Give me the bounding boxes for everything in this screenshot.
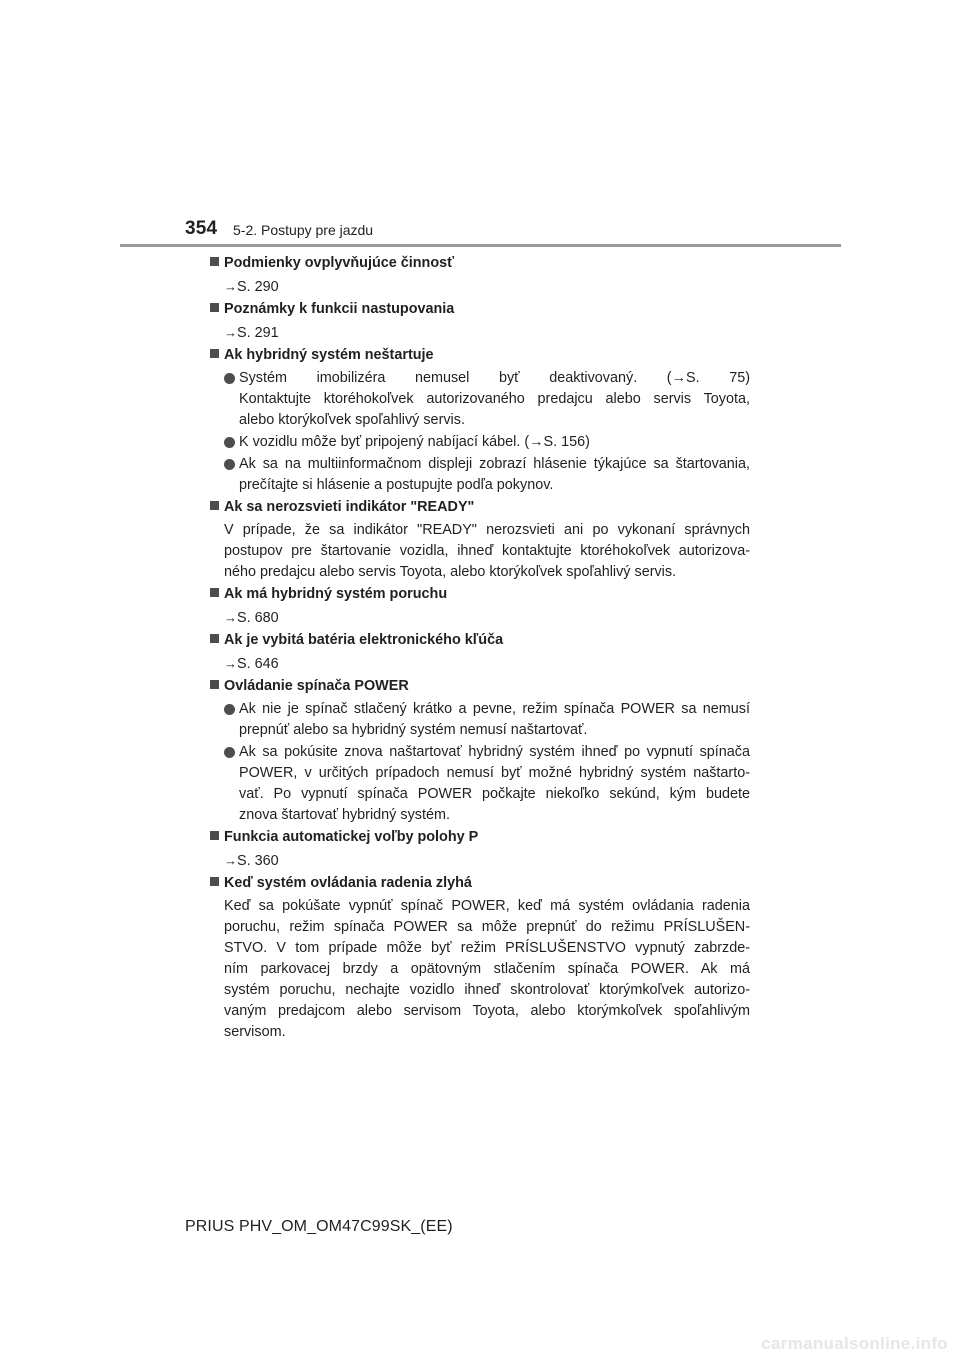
arrow-right-icon: →	[224, 656, 237, 671]
square-bullet-icon	[210, 501, 219, 510]
bullet-item	[210, 699, 750, 741]
bullet-text	[239, 742, 750, 826]
section-heading-text: Ak sa nerozsvieti indikátor "READY"	[224, 499, 475, 515]
bullet-text	[239, 432, 750, 453]
section-heading-text: Ak je vybitá batéria elektronického kľúča	[224, 632, 504, 648]
paragraph	[210, 896, 750, 1043]
text-line: K vozidlu môže byť pripojený nabíjací kábel. (→S. 156)	[239, 434, 590, 450]
section-heading	[210, 630, 750, 651]
page-reference	[210, 276, 750, 298]
section-heading	[210, 345, 750, 366]
text-line: Ak nie je spínač stlačený krátko a pevne, režim spínača POWER sa nemusí	[239, 701, 750, 717]
circle-bullet-icon	[224, 437, 235, 448]
section-heading	[210, 253, 750, 274]
square-bullet-icon	[210, 303, 219, 312]
text-line: Kontaktujte ktoréhokoľvek autorizovaného predajcu alebo servis Toyota,	[239, 391, 750, 407]
text-line: znova štartovať hybridný systém.	[239, 807, 450, 823]
section-heading	[210, 873, 750, 894]
content	[210, 253, 750, 1044]
page-reference	[210, 607, 750, 629]
arrow-right-icon: →	[224, 853, 237, 868]
text-line: prečítajte si hlásenie a postupujte podľa pokynov.	[239, 477, 554, 493]
page-reference	[210, 850, 750, 872]
section	[210, 676, 750, 826]
section-heading-text: Poznámky k funkcii nastupovania	[224, 301, 455, 317]
bullet-item	[210, 368, 750, 431]
section-heading-text: Ovládanie spínača POWER	[224, 678, 409, 694]
text-line: alebo ktorýkoľvek spoľahlivý servis.	[239, 412, 465, 428]
page-reference-text: S. 291	[237, 325, 279, 341]
circle-bullet-icon	[224, 747, 235, 758]
section-heading-text: Podmienky ovplyvňujúce činnosť	[224, 255, 455, 271]
section	[210, 827, 750, 872]
square-bullet-icon	[210, 257, 219, 266]
arrow-right-icon: →	[224, 610, 237, 625]
section	[210, 584, 750, 629]
text-line: Systém imobilizéra nemusel byť deaktivovaný. (→S. 75)	[239, 370, 750, 386]
bullet-item	[210, 432, 750, 453]
bullet-text	[239, 368, 750, 431]
page-reference-text: S. 680	[237, 610, 279, 626]
bullet-item	[210, 742, 750, 826]
page-reference	[210, 653, 750, 675]
watermark: carmanualsonline.info	[761, 1334, 948, 1353]
text-line: Ak sa pokúsite znova naštartovať hybridný systém ihneď po vypnutí spínača	[239, 744, 750, 760]
arrow-right-icon: →	[224, 325, 237, 340]
paragraph	[210, 520, 750, 583]
text-line: POWER, v určitých prípadoch nemusí byť možné hybridný systém naštarto-	[239, 765, 750, 781]
arrow-right-icon: →	[224, 279, 237, 294]
header-rule	[120, 244, 841, 247]
section-heading	[210, 676, 750, 697]
section-heading	[210, 497, 750, 518]
section	[210, 630, 750, 675]
text-line: V prípade, že sa indikátor "READY" nerozsvieti ani po vykonaní správnych	[224, 522, 750, 538]
circle-bullet-icon	[224, 459, 235, 470]
text-line: vaným predajcom alebo servisom Toyota, alebo ktorýmkoľvek spoľahlivým	[224, 1003, 750, 1019]
section-heading	[210, 584, 750, 605]
text-line: systém poruchu, nechajte vozidlo ihneď skontrolovať ktorýmkoľvek autorizo-	[224, 982, 750, 998]
section	[210, 299, 750, 344]
bullet-text	[239, 454, 750, 496]
section-heading	[210, 299, 750, 320]
section	[210, 253, 750, 298]
square-bullet-icon	[210, 634, 219, 643]
text-line: vať. Po vypnutí spínača POWER počkajte niekoľko sekúnd, kým budete	[239, 786, 750, 802]
page-reference	[210, 322, 750, 344]
bullet-text	[239, 699, 750, 741]
square-bullet-icon	[210, 831, 219, 840]
page-reference-text: S. 290	[237, 279, 279, 295]
text-line: STVO. V tom prípade môže byť režim PRÍSLUŠENSTVO vypnutý zabrzde-	[224, 940, 750, 956]
section	[210, 497, 750, 583]
section	[210, 345, 750, 496]
section-heading-text: Ak má hybridný systém poruchu	[224, 586, 448, 602]
page-reference-text: S. 646	[237, 656, 279, 672]
section-title: 5-2. Postupy pre jazdu	[233, 222, 374, 238]
text-line: ním parkovacej brzdy a opätovným stlačením spínača POWER. Ak má	[224, 961, 750, 977]
text-line: Ak sa na multiinformačnom displeji zobrazí hlásenie týkajúce sa štartovania,	[239, 456, 750, 472]
page-reference-text: S. 360	[237, 853, 279, 869]
text-line: poruchu, režim spínača POWER sa môže prepnúť do režimu PRÍSLUŠEN-	[224, 919, 750, 935]
square-bullet-icon	[210, 680, 219, 689]
text-line: prepnúť alebo sa hybridný systém nemusí naštartovať.	[239, 722, 588, 738]
square-bullet-icon	[210, 877, 219, 886]
text-line: Keď sa pokúšate vypnúť spínač POWER, keď má systém ovládania radenia	[224, 898, 750, 914]
text-line: servisom.	[224, 1024, 286, 1040]
circle-bullet-icon	[224, 373, 235, 384]
text-line: ného predajcu alebo servis Toyota, alebo ktorýkoľvek spoľahlivý servis.	[224, 564, 677, 580]
section-heading-text: Keď systém ovládania radenia zlyhá	[224, 875, 472, 891]
section-heading-text: Ak hybridný systém neštartuje	[224, 347, 434, 363]
circle-bullet-icon	[224, 704, 235, 715]
section-heading	[210, 827, 750, 848]
square-bullet-icon	[210, 588, 219, 597]
square-bullet-icon	[210, 349, 219, 358]
page-number: 354	[185, 218, 218, 239]
section-heading-text: Funkcia automatickej voľby polohy P	[224, 829, 479, 845]
footer-doc-code: PRIUS PHV_OM_OM47C99SK_(EE)	[185, 1218, 453, 1235]
bullet-item	[210, 454, 750, 496]
section	[210, 873, 750, 1043]
text-line: postupov pre štartovanie vozidla, ihneď kontaktujte ktoréhokoľvek autorizova-	[224, 543, 750, 559]
